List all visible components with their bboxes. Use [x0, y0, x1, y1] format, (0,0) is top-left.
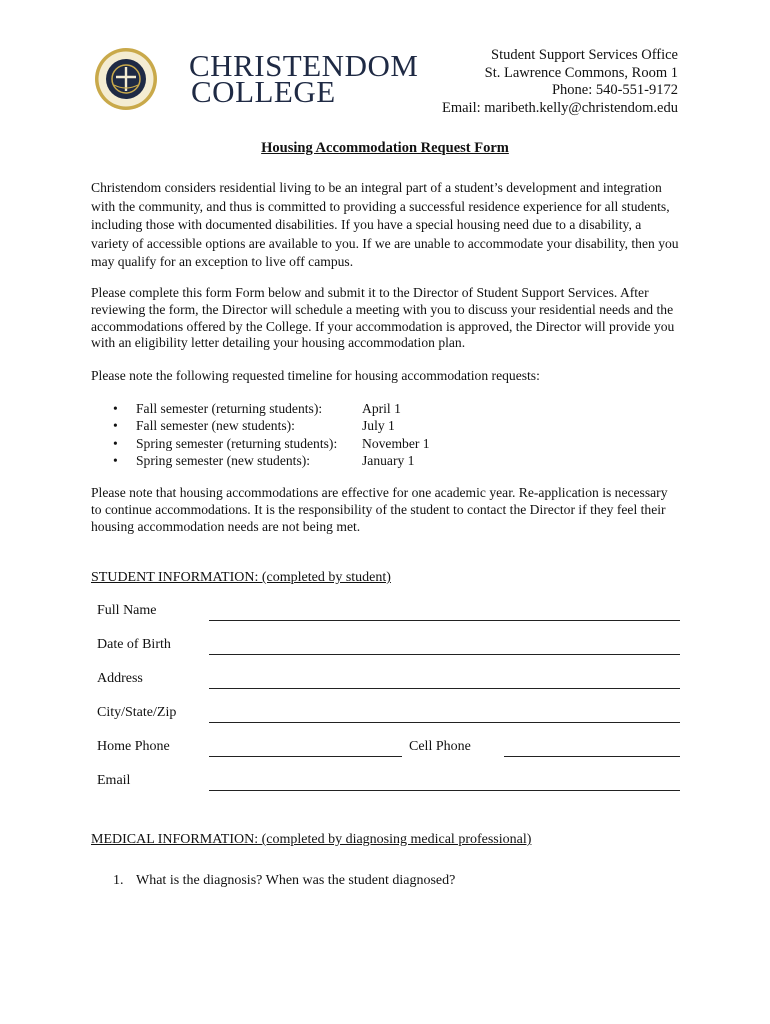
full-name-field[interactable]: [209, 620, 680, 621]
list-item: [113, 400, 513, 417]
form-title: Housing Accommodation Request Form: [261, 140, 509, 156]
effective-paragraph: Please note that housing accommodations are effective for one academic year. Re-application is necessary to continue accommodations. It is the responsibility of the student to contact the Director if they feel their housing accommodation needs are not being met.: [91, 485, 668, 534]
timeline-label: Fall semester (new students):: [136, 418, 295, 434]
email-label: Email: [97, 773, 131, 788]
timeline-intro: Please note the following requested timeline for housing accommodation requests:: [91, 368, 540, 383]
college-logo: [94, 47, 419, 117]
list-item: [113, 417, 513, 434]
home-phone-field[interactable]: [209, 756, 402, 757]
instructions-paragraph: Please complete this form Form below and submit it to the Director of Student Support Services. After reviewing the form, the Director will schedule a meeting with you to discuss your residential needs and the accommodations offered by the College. If your accommodation is approved, the Director will provide you with an eligibility letter detailing your housing accommodation plan.: [91, 285, 675, 351]
timeline-label: Fall semester (returning students):: [136, 401, 323, 416]
cell-phone-label: Cell Phone: [409, 739, 471, 754]
bullet-icon: •: [113, 453, 118, 469]
address-label: Address: [97, 671, 143, 686]
question-1: [113, 873, 455, 889]
question-number: 1.: [113, 873, 124, 888]
city-state-zip-field[interactable]: [209, 722, 680, 723]
full-name-label: Full Name: [97, 603, 157, 618]
timeline-date: April 1: [362, 401, 401, 416]
office-name: Student Support Services Office: [491, 47, 678, 63]
email-field[interactable]: [209, 790, 680, 791]
timeline-label: Spring semester (returning students):: [136, 435, 338, 451]
college-seal-icon: [94, 47, 158, 111]
list-item: [113, 452, 513, 469]
office-location: St. Lawrence Commons, Room 1: [484, 64, 678, 81]
timeline-date: November 1: [362, 435, 430, 451]
timeline-date: January 1: [362, 453, 415, 469]
bullet-icon: •: [113, 435, 118, 451]
wordmark-line-2: COLLEGE: [191, 74, 336, 109]
college-wordmark: [189, 48, 429, 109]
wordmark-line-1: CHRISTENDOM: [189, 48, 419, 83]
timeline-label: Spring semester (new students):: [136, 453, 311, 469]
intro-paragraph: Christendom considers residential living to be an integral part of a student’s development and integration with the community, and thus is committed to providing a successful residence experience for all students, including those with documented disabilities. If you have a special housing need due to a disability, a variety of accessible options are available to you. If we are unable to accommodate your disability, then you may qualify for an exception to live off campus.: [91, 180, 679, 270]
office-phone: Phone: 540-551-9172: [551, 82, 678, 98]
office-email: Email: maribeth.kelly@christendom.edu: [441, 99, 678, 116]
home-phone-label: Home Phone: [97, 739, 170, 754]
timeline-list: [113, 400, 513, 470]
list-item: [113, 435, 513, 452]
bullet-icon: •: [113, 418, 118, 434]
dob-field[interactable]: [209, 654, 680, 655]
office-contact-block: [442, 47, 678, 117]
timeline-date: July 1: [362, 418, 395, 434]
cell-phone-field[interactable]: [504, 756, 680, 757]
city-state-zip-label: City/State/Zip: [97, 705, 177, 720]
student-info-heading: STUDENT INFORMATION: (completed by student): [91, 570, 391, 585]
bullet-icon: •: [113, 401, 118, 416]
address-field[interactable]: [209, 688, 680, 689]
medical-info-heading: MEDICAL INFORMATION: (completed by diagnosing medical professional): [91, 832, 532, 847]
question-text: What is the diagnosis? When was the student diagnosed?: [136, 873, 456, 888]
dob-label: Date of Birth: [97, 637, 171, 652]
